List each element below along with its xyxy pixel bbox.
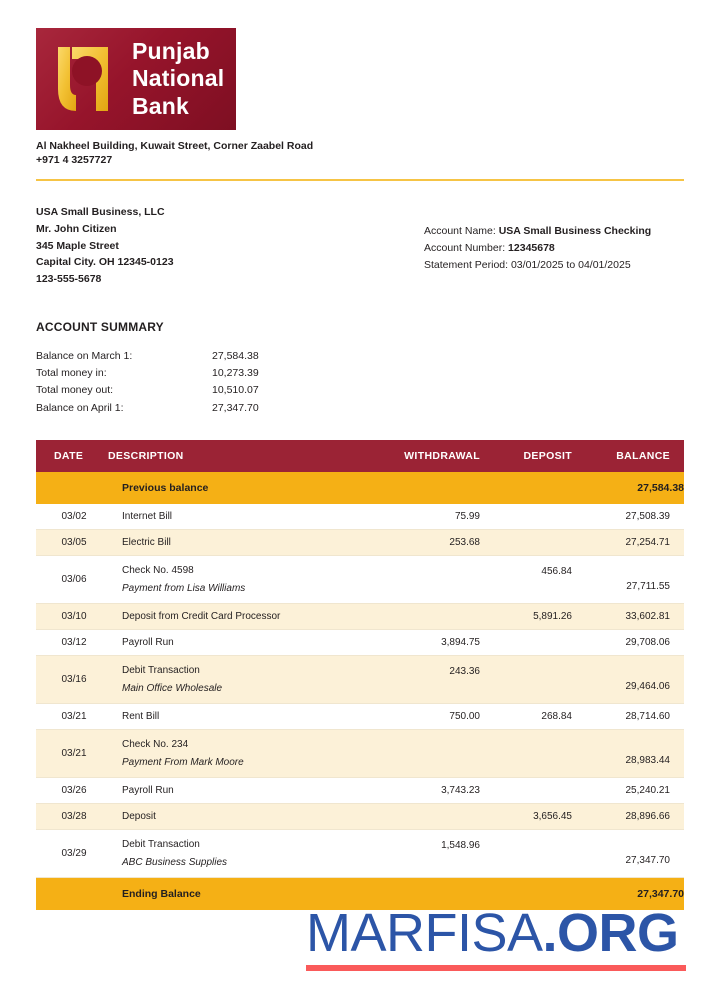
- summary-label: Balance on March 1:: [36, 349, 133, 362]
- row-withdrawal: 750.00: [384, 704, 496, 730]
- column-header-withdrawal: WITHDRAWAL: [384, 440, 496, 472]
- watermark-suffix: .ORG: [542, 903, 679, 963]
- customer-line-1: USA Small Business, LLC: [36, 206, 165, 219]
- row-description: [108, 830, 384, 878]
- summary-value: 27,584.38: [212, 349, 259, 362]
- row-withdrawal: 3,894.75: [384, 630, 496, 656]
- summary-label: Total money in:: [36, 367, 107, 380]
- row-deposit: [496, 504, 588, 530]
- row-description-main: Payroll Run: [122, 637, 174, 649]
- table-row: [36, 530, 684, 556]
- table-row: [36, 730, 684, 778]
- account-name-value: USA Small Business Checking: [498, 225, 652, 238]
- summary-row: [36, 365, 332, 382]
- row-description: [108, 656, 384, 704]
- column-header-date: DATE: [36, 440, 108, 472]
- previous-balance-row: [36, 472, 684, 504]
- bank-address-block: [36, 139, 684, 168]
- statement-period-row: [424, 257, 684, 274]
- account-number-label: Account Number:: [424, 242, 506, 255]
- row-date: 03/02: [36, 504, 108, 530]
- row-balance: 27,254.71: [588, 530, 684, 556]
- row-description-sub: Payment From Mark Moore: [122, 757, 244, 769]
- row-description-main: Internet Bill: [122, 511, 173, 523]
- bank-name-line-3: Bank: [132, 92, 190, 119]
- table-row: [36, 504, 684, 530]
- row-withdrawal: [384, 804, 496, 830]
- bank-phone: +971 4 3257727: [36, 154, 113, 167]
- row-description: [108, 704, 384, 730]
- row-deposit: [496, 730, 588, 778]
- row-description: [108, 804, 384, 830]
- summary-label: Balance on April 1:: [36, 401, 124, 414]
- summary-row: [36, 347, 332, 364]
- watermark-text: [306, 903, 692, 963]
- row-date: 03/26: [36, 778, 108, 804]
- row-description-main: Deposit from Credit Card Processor: [122, 611, 281, 623]
- row-balance: 29,464.06: [588, 656, 684, 704]
- summary-label: Total money out:: [36, 384, 114, 397]
- row-date: 03/12: [36, 630, 108, 656]
- account-number-value: 12345678: [508, 242, 555, 255]
- row-date: 03/21: [36, 730, 108, 778]
- row-balance: 29,708.06: [588, 630, 684, 656]
- table-row: [36, 704, 684, 730]
- row-date: 03/06: [36, 556, 108, 604]
- customer-line-2: Mr. John Citizen: [36, 223, 117, 236]
- row-description-main: Deposit: [122, 811, 156, 823]
- row-balance: 28,983.44: [588, 730, 684, 778]
- row-description-main: Debit Transaction: [122, 839, 200, 851]
- transactions-header-row: [36, 440, 684, 472]
- summary-row: [36, 382, 332, 399]
- table-row: [36, 630, 684, 656]
- account-info-block: [424, 223, 684, 274]
- bank-logo: [36, 28, 236, 130]
- row-withdrawal: 3,743.23: [384, 778, 496, 804]
- row-date: 03/28: [36, 804, 108, 830]
- transactions-table: [36, 440, 684, 910]
- row-deposit: 456.84: [496, 556, 588, 604]
- party-info: [36, 204, 684, 287]
- previous-balance-amount: 27,584.38: [588, 472, 684, 504]
- column-header-description: DESCRIPTION: [108, 440, 384, 472]
- row-date: 03/16: [36, 656, 108, 704]
- row-withdrawal: [384, 556, 496, 604]
- bank-name: [132, 38, 224, 119]
- row-description: [108, 604, 384, 630]
- previous-balance-label: Previous balance: [108, 472, 384, 504]
- account-summary-body: [36, 347, 332, 416]
- row-date: 03/10: [36, 604, 108, 630]
- summary-value: 10,273.39: [212, 367, 259, 380]
- row-description-main: Rent Bill: [122, 711, 160, 723]
- table-row: [36, 804, 684, 830]
- row-balance: 33,602.81: [588, 604, 684, 630]
- customer-line-5: 123-555-5678: [36, 272, 102, 285]
- row-deposit: 5,891.26: [496, 604, 588, 630]
- row-withdrawal: 75.99: [384, 504, 496, 530]
- summary-value: 27,347.70: [212, 401, 259, 414]
- row-deposit: [496, 530, 588, 556]
- bank-name-line-1: Punjab: [132, 38, 210, 65]
- transactions-header: [36, 440, 684, 472]
- column-header-deposit: DEPOSIT: [496, 440, 588, 472]
- row-deposit: 3,656.45: [496, 804, 588, 830]
- watermark-main: MARFISA: [306, 903, 543, 963]
- row-description-main: Check No. 234: [122, 739, 189, 751]
- watermark: [306, 903, 692, 971]
- account-name-row: [424, 223, 684, 240]
- row-deposit: [496, 830, 588, 878]
- row-withdrawal: 1,548.96: [384, 830, 496, 878]
- row-balance: 28,896.66: [588, 804, 684, 830]
- account-summary-table: [36, 347, 332, 416]
- row-withdrawal: 253.68: [384, 530, 496, 556]
- customer-line-4: Capital City. OH 12345-0123: [36, 256, 174, 269]
- row-description-main: Electric Bill: [122, 537, 171, 549]
- table-row: [36, 778, 684, 804]
- statement-period-label: Statement Period:: [424, 259, 509, 272]
- header-divider: [36, 179, 684, 182]
- row-description: [108, 504, 384, 530]
- table-row: [36, 830, 684, 878]
- row-date: 03/29: [36, 830, 108, 878]
- pnb-emblem-icon: [46, 37, 120, 121]
- bank-address: Al Nakheel Building, Kuwait Street, Corner Zaabel Road: [36, 140, 314, 152]
- row-balance: 27,508.39: [588, 504, 684, 530]
- customer-address-block: [36, 204, 174, 287]
- row-description: [108, 730, 384, 778]
- row-description-sub: Payment from Lisa Williams: [122, 583, 246, 595]
- row-description: [108, 556, 384, 604]
- row-description: [108, 778, 384, 804]
- summary-row: [36, 399, 332, 416]
- customer-line-3: 345 Maple Street: [36, 239, 119, 252]
- row-deposit: 268.84: [496, 704, 588, 730]
- previous-balance-withdrawal: [384, 472, 496, 504]
- row-balance: 25,240.21: [588, 778, 684, 804]
- table-row: [36, 556, 684, 604]
- row-withdrawal: 243.36: [384, 656, 496, 704]
- row-balance: 27,347.70: [588, 830, 684, 878]
- row-description-main: Payroll Run: [122, 785, 174, 797]
- row-description-main: Check No. 4598: [122, 565, 194, 577]
- row-withdrawal: [384, 604, 496, 630]
- previous-balance-deposit: [496, 472, 588, 504]
- row-description-sub: ABC Business Supplies: [122, 857, 228, 869]
- row-description: [108, 630, 384, 656]
- row-deposit: [496, 630, 588, 656]
- bank-name-line-2: National: [132, 65, 225, 92]
- account-number-row: [424, 240, 684, 257]
- statement-header: [36, 0, 684, 181]
- account-name-label: Account Name:: [424, 225, 496, 238]
- row-balance: 27,711.55: [588, 556, 684, 604]
- ending-balance-label: Ending Balance: [108, 878, 384, 911]
- ending-balance-date: [36, 878, 108, 911]
- transactions-body: [36, 472, 684, 910]
- row-balance: 28,714.60: [588, 704, 684, 730]
- table-row: [36, 656, 684, 704]
- row-description: [108, 530, 384, 556]
- column-header-balance: BALANCE: [588, 440, 684, 472]
- row-date: 03/21: [36, 704, 108, 730]
- previous-balance-date: [36, 472, 108, 504]
- row-description-main: Debit Transaction: [122, 665, 200, 677]
- row-withdrawal: [384, 730, 496, 778]
- summary-value: 10,510.07: [212, 384, 259, 397]
- row-deposit: [496, 656, 588, 704]
- statement-period-value: 03/01/2025 to 04/01/2025: [510, 259, 631, 272]
- table-row: [36, 604, 684, 630]
- row-deposit: [496, 778, 588, 804]
- watermark-underline-bar: [306, 965, 686, 971]
- row-date: 03/05: [36, 530, 108, 556]
- ending-balance-amount: 27,347.70: [588, 878, 684, 911]
- account-summary-title: ACCOUNT SUMMARY: [36, 320, 164, 335]
- row-description-sub: Main Office Wholesale: [122, 683, 223, 695]
